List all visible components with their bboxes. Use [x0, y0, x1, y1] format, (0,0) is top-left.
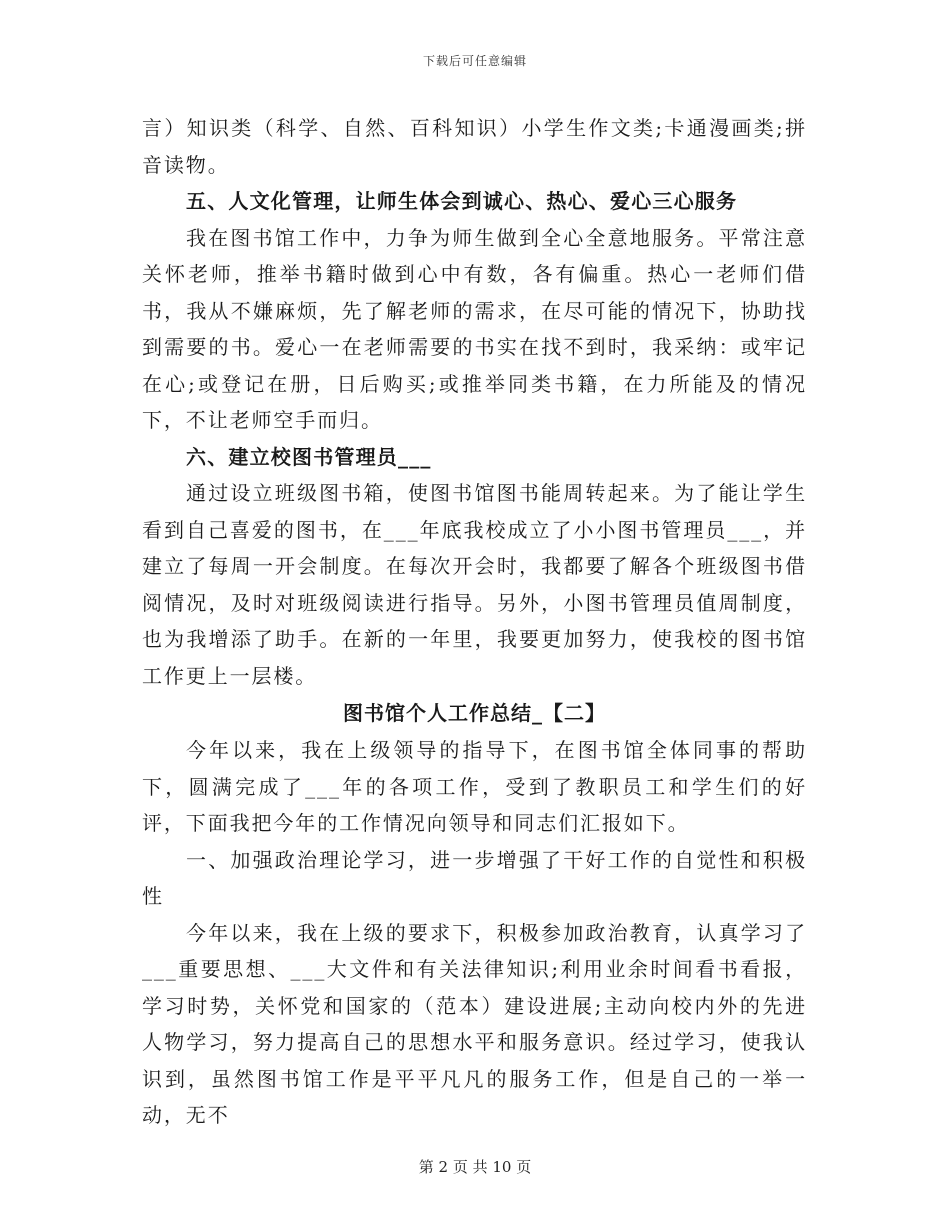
- section-heading-5: 五、人文化管理，让师生体会到诚心、热心、爱心三心服务: [186, 189, 738, 213]
- page-header: 下载后可任意编辑: [422, 54, 527, 68]
- section-heading-6: 六、建立校图书管理员___: [186, 444, 432, 469]
- paragraph-intro: 今年以来，我在上级领导的指导下，在图书馆全体同事的帮助下，圆满完成了___年的各项工作，受到了教职员工和学生们的好评，下面我把今年的工作情况向领导和同志们汇报如下。: [142, 738, 807, 835]
- paragraph-5: 我在图书馆工作中，力争为师生做到全心全意地服务。平常注意关怀老师，推举书籍时做到心中有数，各有偏重。热心一老师们借书，我从不嫌麻烦，先了解老师的需求，在尽可能的情况下，协助找到需要的书。爱心一在老师需要的书实在找不到时，我采纳：或牢记在心;或登记在册，日后购买;或推举同类书籍，在力所能及的情况下，不让老师空手而归。: [142, 225, 807, 432]
- page-number-footer: 第 2 页 共 10 页: [418, 1158, 532, 1176]
- document-section-title: 图书馆个人工作总结_【二】: [343, 701, 606, 725]
- document-body: [142, 110, 807, 1134]
- paragraph-1: 今年以来，我在上级的要求下，积极参加政治教育，认真学习了___重要思想、___大文件和有关法律知识;利用业余时间看书看报，学习时势，关怀党和国家的（范本）建设进展;主动向校内外的先进人物学习，努力提高自己的思想水平和服务意识。经过学习，使我认识到，虽然图书馆工作是平平凡凡的服务工作，但是自己的一举一动，无不: [142, 920, 807, 1127]
- paragraph-continued: 言）知识类（科学、自然、百科知识）小学生作文类;卡通漫画类;拼音读物。: [142, 116, 807, 177]
- section-heading-1: 一、加强政治理论学习，进一步增强了干好工作的自觉性和积极性: [142, 847, 807, 908]
- paragraph-6: 通过设立班级图书箱，使图书馆图书能周转起来。为了能让学生看到自己喜爱的图书，在___年底我校成立了小小图书管理员___，并建立了每周一开会制度。在每次开会时，我都要了解各个班级图书借阅情况，及时对班级阅读进行指导。另外，小图书管理员值周制度，也为我增添了助手。在新的一年里，我要更加努力，使我校的图书馆工作更上一层楼。: [142, 481, 807, 688]
